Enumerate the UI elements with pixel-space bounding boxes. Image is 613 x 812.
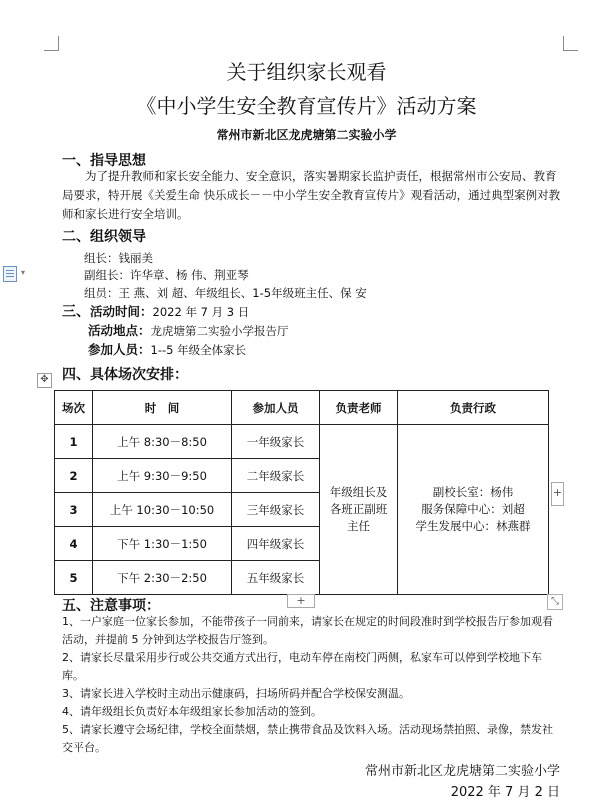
- admin-line: 学生发展中心：林燕群: [415, 519, 531, 533]
- people-value: 1--5 年级全体家长: [150, 343, 247, 357]
- list-item: 1、一户家庭一位家长参加，不能带孩子一同前来，请家长在规定的时间段准时到学校报告厅参加观看活动，并提前 5 分钟到达学校报告厅签到。: [62, 615, 553, 646]
- people-label: 参加人员：: [88, 342, 151, 357]
- chevron-down-icon[interactable]: ▾: [21, 268, 26, 277]
- activity-time-row: [62, 301, 249, 321]
- document-title-line2: 《中小学生安全教育宣传片》活动方案: [136, 94, 477, 118]
- header-participants: 参加人员: [232, 391, 320, 425]
- section5-heading: 五、注意事项：: [62, 598, 160, 614]
- section2-heading: 二、组织领导: [62, 229, 146, 245]
- margin-corner-top-left: [44, 36, 59, 51]
- table-row: [55, 425, 549, 459]
- section4-heading: 四、具体场次安排：: [62, 367, 188, 383]
- session-time: 下午 1:30－1:50: [93, 527, 232, 561]
- header-session: 场次: [55, 391, 93, 425]
- footer-school: 常州市新北区龙虎塘第二实验小学: [364, 764, 560, 779]
- session-number: 4: [55, 527, 93, 561]
- teacher-line: 各班正副班: [329, 502, 388, 516]
- section1-heading: 一、指导思想: [62, 153, 146, 169]
- margin-corner-top-right: [563, 36, 578, 51]
- session-people: 一年级家长: [232, 425, 320, 459]
- table-move-handle-icon[interactable]: ✥: [37, 373, 52, 388]
- session-number: 3: [55, 493, 93, 527]
- list-item: 3、请家长进入学校时主动出示健康码，扫场所码并配合学校保安测温。: [62, 687, 410, 700]
- teacher-line: 主任: [347, 519, 370, 533]
- header-teacher: 负责老师: [320, 391, 398, 425]
- session-number: 5: [55, 561, 93, 595]
- section1-text: 为了提升教师和家长安全能力、安全意识，落实暑期家长监护责任，根据常州市公安局、教育局要求，特开展《关爱生命 快乐成长－－中小学生安全教育宣传片》观看活动，通过典型案例对教师和家长进行安全培训。: [62, 169, 561, 221]
- members-line: 组员：王 燕、刘 超、年级组长、1-5年级班主任、保 安: [84, 286, 367, 300]
- teacher-cell: [320, 425, 398, 595]
- session-time: 上午 8:30－8:50: [93, 425, 232, 459]
- admin-line: 副校长室：杨伟: [432, 485, 514, 499]
- vice-leader-line: 副组长：许华章、杨 伟、荆亚琴: [84, 268, 249, 282]
- admin-cell: [398, 425, 549, 595]
- time-label: 活动时间：: [90, 304, 153, 319]
- footer-date: 2022 年 7 月 2 日: [450, 785, 560, 800]
- section3-heading: 三、: [62, 304, 90, 320]
- teacher-line: 年级组长及: [329, 485, 388, 499]
- leader-line: 组长：钱丽美: [84, 251, 153, 265]
- header-time: 时 间: [93, 391, 232, 425]
- header-admin: 负责行政: [398, 391, 549, 425]
- place-value: 龙虎塘第二实验小学报告厅: [150, 324, 289, 338]
- notes-list: [62, 613, 562, 757]
- list-item: 2、请家长尽量采用步行或公共交通方式出行，电动车停在南校门两侧，私家车可以停到学校地下车库。: [62, 651, 542, 682]
- session-people: 二年级家长: [232, 459, 320, 493]
- session-number: 1: [55, 425, 93, 459]
- admin-line: 服务保障中心：刘超: [421, 502, 525, 516]
- schedule-table: [54, 390, 549, 595]
- table-resize-icon[interactable]: ⤡: [547, 594, 563, 610]
- session-people: 三年级家长: [232, 493, 320, 527]
- session-time: 上午 9:30－9:50: [93, 459, 232, 493]
- time-value: 2022 年 7 月 3 日: [152, 305, 250, 319]
- list-item: 4、请年级组长负责好本年级组家长参加活动的签到。: [62, 705, 322, 718]
- participants-row: [88, 339, 246, 358]
- session-number: 2: [55, 459, 93, 493]
- school-subtitle: 常州市新北区龙虎塘第二实验小学: [216, 128, 397, 142]
- session-people: 四年级家长: [232, 527, 320, 561]
- place-label: 活动地点：: [88, 323, 151, 338]
- session-time: 上午 10:30－10:50: [93, 493, 232, 527]
- add-row-icon[interactable]: +: [287, 594, 315, 608]
- add-column-icon[interactable]: +: [551, 482, 564, 506]
- session-time: 下午 2:30－2:50: [93, 561, 232, 595]
- activity-place-row: [88, 320, 289, 339]
- session-people: 五年级家长: [232, 561, 320, 595]
- table-header-row: [55, 391, 549, 425]
- list-item: 5、请家长遵守会场纪律，学校全面禁烟，禁止携带食品及饮料入场。活动现场禁拍照、录像，禁发社交平台。: [62, 723, 553, 754]
- document-title-line1: 关于组织家长观看: [226, 60, 387, 84]
- document-comment-icon[interactable]: [3, 266, 17, 282]
